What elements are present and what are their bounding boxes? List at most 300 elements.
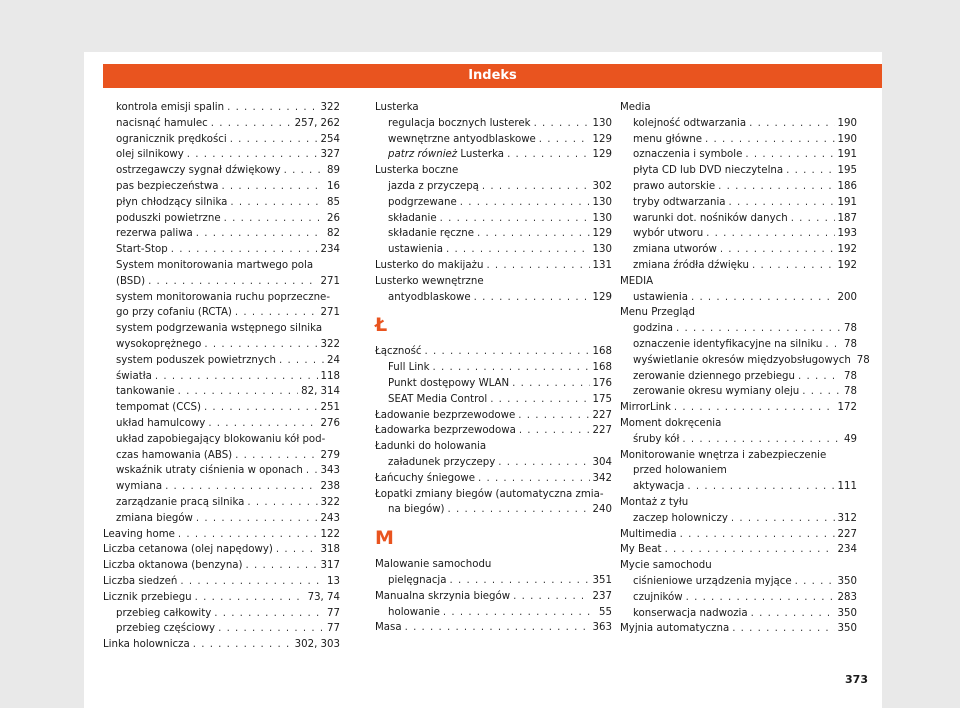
index-entry — [620, 242, 857, 258]
index-entry — [103, 242, 340, 258]
index-entry-term: przebieg całkowity — [116, 607, 212, 619]
index-entry-pages: 271 — [320, 307, 340, 319]
dot-leader — [490, 392, 589, 408]
index-entry — [103, 274, 340, 290]
index-entry-pages: 129 — [592, 228, 612, 240]
index-entry — [103, 100, 340, 116]
index-entry — [620, 511, 857, 527]
index-heading-text: Ładunki do holowania — [375, 441, 487, 453]
dot-leader — [752, 258, 835, 274]
index-entry-term: Linka holownicza — [103, 639, 190, 651]
index-entry — [375, 290, 612, 306]
dot-leader — [443, 605, 596, 621]
index-entry-pages: 322 — [320, 102, 340, 113]
index-heading — [103, 290, 340, 306]
index-entry-term: menu główne — [633, 133, 702, 145]
index-column-3 — [620, 100, 870, 637]
index-entry-pages: 322 — [320, 496, 340, 508]
dot-leader — [218, 621, 324, 637]
dot-leader — [791, 211, 835, 227]
index-heading — [620, 463, 857, 479]
index-entry-term: Ładowanie bezprzewodowe — [375, 409, 516, 421]
index-entry-term: zaczep holowniczy — [633, 512, 728, 524]
index-entry-term: tempomat (CCS) — [116, 402, 201, 414]
index-entry-pages: 131 — [592, 259, 612, 271]
index-entry-pages: 130 — [592, 244, 612, 256]
index-entry-term: zmiana biegów — [116, 512, 193, 524]
dot-leader — [204, 400, 318, 416]
index-entry-term: (BSD) — [116, 275, 146, 287]
index-entry-pages: 257, 262 — [294, 117, 340, 129]
index-entry-pages: 302 — [592, 180, 612, 192]
index-entry-pages: 78 — [844, 338, 857, 350]
index-entry-term: ciśnieniowe urządzenia myjące — [633, 575, 792, 587]
index-entry-pages: 322 — [320, 338, 340, 350]
index-heading — [375, 439, 612, 455]
dot-leader — [446, 242, 590, 258]
dot-leader — [682, 432, 841, 448]
index-heading — [375, 487, 612, 503]
dot-leader — [227, 100, 317, 116]
index-entry — [620, 527, 857, 543]
index-entry — [620, 337, 857, 353]
index-entry-term: prawo autorskie — [633, 180, 716, 192]
dot-leader — [798, 369, 841, 385]
dot-leader — [155, 369, 318, 385]
index-entry-term: światła — [116, 370, 152, 382]
index-entry-term: składanie — [388, 212, 437, 224]
index-heading-text: Montaż z tyłu — [620, 496, 689, 508]
index-entry-term: ogranicznik prędkości — [116, 133, 227, 145]
dot-leader — [235, 448, 317, 464]
dot-leader — [284, 163, 324, 179]
index-entry-pages: 304 — [592, 456, 612, 468]
index-entry-pages: 243 — [320, 512, 340, 524]
index-entry — [103, 448, 340, 464]
index-entry — [103, 337, 340, 353]
index-entry — [620, 290, 857, 306]
index-entry-pages: 89 — [327, 165, 340, 177]
index-entry-term: Punkt dostępowy WLAN — [388, 377, 510, 389]
index-entry-pages: 279 — [320, 449, 340, 461]
dot-leader — [751, 606, 835, 622]
dot-leader — [460, 195, 590, 211]
index-entry-term: godzina — [633, 323, 674, 335]
dot-leader — [674, 400, 835, 416]
index-entry-pages: 118 — [320, 370, 340, 382]
index-entry-term: Myjnia automatyczna — [620, 623, 730, 635]
index-entry — [375, 605, 612, 621]
dot-leader — [732, 621, 834, 637]
page-number: 373 — [845, 673, 868, 686]
index-entry-term: układ hamulcowy — [116, 417, 206, 429]
index-entry-pages: 342 — [592, 472, 612, 484]
index-entry — [103, 637, 340, 653]
index-heading-text: System monitorowania martwego pola — [116, 259, 314, 271]
dot-leader — [276, 542, 318, 558]
index-entry-term: Licznik przebiegu — [103, 591, 192, 603]
index-entry — [103, 195, 340, 211]
dot-leader — [720, 242, 835, 258]
index-entry-pages: 240 — [592, 504, 612, 516]
index-entry-term: pielęgnacja — [388, 574, 447, 586]
index-entry-pages: 13 — [327, 575, 340, 587]
index-entry-term: płyta CD lub DVD nieczytelna — [633, 165, 784, 177]
index-entry-term: wybór utworu — [633, 228, 704, 240]
dot-leader — [795, 574, 835, 590]
index-entry — [620, 179, 857, 195]
index-entry — [620, 369, 857, 385]
dot-leader — [230, 195, 324, 211]
index-entry-term: Łączność — [375, 346, 422, 358]
index-entry-term: Łańcuchy śniegowe — [375, 472, 475, 484]
index-entry — [103, 463, 340, 479]
index-entry — [103, 305, 340, 321]
index-entry — [620, 621, 857, 637]
index-heading — [620, 416, 857, 432]
index-heading — [620, 448, 857, 464]
index-entry-term: wskaźnik utraty ciśnienia w oponach — [116, 465, 303, 477]
index-entry-term: zmiana źródła dźwięku — [633, 259, 749, 271]
index-entry-pages: 187 — [837, 212, 857, 224]
index-entry-term: wymiana — [116, 481, 163, 493]
index-heading — [620, 495, 857, 511]
index-entry — [620, 195, 857, 211]
index-heading-text: Media — [620, 102, 651, 113]
see-also-prefix: patrz również — [388, 149, 458, 161]
index-entry-pages: 254 — [320, 133, 340, 145]
index-entry — [375, 589, 612, 605]
dot-leader — [705, 132, 835, 148]
index-entry-pages: 190 — [837, 117, 857, 129]
see-also-term: Lusterka — [457, 149, 505, 161]
index-entry — [620, 132, 857, 148]
dot-leader — [224, 211, 324, 227]
index-entry — [103, 606, 340, 622]
index-entry-term: Leaving home — [103, 528, 175, 540]
dot-leader — [405, 620, 590, 636]
index-entry — [103, 574, 340, 590]
index-entry-term: tankowanie — [116, 386, 175, 398]
dot-leader — [214, 606, 324, 622]
index-entry-pages: 85 — [327, 196, 340, 208]
index-entry — [103, 416, 340, 432]
index-entry-pages: 227 — [592, 409, 612, 421]
dot-leader — [478, 471, 590, 487]
index-entry-term: Lusterko do makijażu — [375, 259, 484, 271]
index-entry-term: załadunek przyczepy — [388, 456, 496, 468]
index-entry-term: zerowanie okresu wymiany oleju — [633, 386, 800, 398]
dot-leader — [802, 384, 841, 400]
index-entry — [103, 147, 340, 163]
index-heading-text: Łopatki zmiany biegów (automatyczna zmia- — [375, 488, 604, 500]
index-entry — [620, 400, 857, 416]
index-entry — [375, 620, 612, 636]
index-entry-term: Liczba cetanowa (olej napędowy) — [103, 544, 273, 556]
index-entry-term: ostrzegawczy sygnał dźwiękowy — [116, 165, 281, 177]
dot-leader — [486, 258, 589, 274]
index-entry-term: MirrorLink — [620, 402, 671, 414]
index-heading — [375, 557, 612, 573]
dot-leader — [433, 360, 590, 376]
index-entry-pages: 343 — [320, 465, 340, 477]
dot-leader — [749, 116, 834, 132]
index-entry-pages: 251 — [320, 402, 340, 414]
index-entry-pages: 78 — [844, 370, 857, 382]
index-heading-text: przed holowaniem — [633, 465, 727, 477]
index-column-1 — [103, 100, 340, 653]
index-heading — [103, 321, 340, 337]
dot-leader — [731, 511, 835, 527]
index-entry-term: zmiana utworów — [633, 244, 717, 256]
dot-leader — [686, 590, 835, 606]
index-entry-pages: 26 — [327, 212, 340, 224]
index-entry — [620, 574, 857, 590]
index-heading-text: Menu Przegląd — [620, 307, 695, 319]
index-entry-pages: 276 — [320, 417, 340, 429]
index-entry — [103, 116, 340, 132]
index-entry-pages: 350 — [837, 575, 857, 587]
index-entry-pages: 129 — [592, 133, 612, 145]
index-entry-term: oznaczenie identyfikacyjne na silniku — [633, 338, 823, 350]
dot-leader — [178, 384, 299, 400]
dot-leader — [498, 455, 589, 471]
index-entry-pages: 317 — [320, 560, 340, 572]
dot-leader — [691, 290, 835, 306]
index-entry — [375, 147, 612, 163]
index-entry — [375, 132, 612, 148]
index-entry-term: kolejność odtwarzania — [633, 117, 747, 129]
index-entry — [375, 226, 612, 242]
index-entry-pages: 130 — [592, 196, 612, 208]
index-entry-pages: 78 — [844, 386, 857, 398]
index-entry-term: rezerwa paliwa — [116, 228, 193, 240]
index-entry-pages: 350 — [837, 607, 857, 619]
index-heading-text: Mycie samochodu — [620, 560, 712, 572]
index-entry — [620, 147, 857, 163]
index-entry-pages: 327 — [320, 149, 340, 161]
index-entry — [103, 511, 340, 527]
index-heading-text: układ zapobiegający blokowaniu kół pod- — [116, 433, 326, 445]
index-entry-term: Liczba siedzeń — [103, 575, 178, 587]
index-entry-term: Full Link — [388, 362, 430, 374]
dot-leader — [178, 527, 318, 543]
index-entry-term: śruby kół — [633, 433, 680, 445]
index-entry — [620, 321, 857, 337]
dot-leader — [512, 376, 589, 392]
index-entry-pages: 168 — [592, 362, 612, 374]
index-entry — [103, 400, 340, 416]
dot-leader — [230, 132, 318, 148]
index-entry — [375, 360, 612, 376]
index-entry-term: nacisnąć hamulec — [116, 117, 208, 129]
index-entry-pages: 190 — [837, 133, 857, 145]
index-header: Indeks — [103, 64, 882, 88]
index-entry-term: ustawienia — [388, 244, 443, 256]
index-entry — [375, 116, 612, 132]
index-entry — [620, 258, 857, 274]
index-entry-term: Manualna skrzynia biegów — [375, 590, 511, 602]
dot-leader — [165, 479, 317, 495]
index-entry-term: oznaczenia i symbole — [633, 149, 743, 161]
index-entry-term: konserwacja nadwozia — [633, 607, 748, 619]
index-entry-term: pas bezpieczeństwa — [116, 180, 219, 192]
dot-leader — [507, 147, 589, 163]
index-entry — [620, 479, 857, 495]
index-heading-text: MEDIA — [620, 275, 654, 287]
index-entry-pages: 172 — [837, 402, 857, 414]
index-entry — [103, 558, 340, 574]
index-entry — [620, 163, 857, 179]
dot-leader — [246, 558, 318, 574]
index-entry-pages: 129 — [592, 291, 612, 303]
index-entry — [375, 573, 612, 589]
index-entry-term: czujników — [633, 591, 683, 603]
dot-leader — [718, 179, 834, 195]
dot-leader — [180, 574, 324, 590]
index-entry-pages: 191 — [837, 149, 857, 161]
index-heading-text: system podgrzewania wstępnego silnika — [116, 323, 323, 335]
index-page — [84, 52, 882, 708]
dot-leader — [477, 226, 590, 242]
index-entry — [375, 344, 612, 360]
index-entry — [103, 163, 340, 179]
index-entry — [620, 226, 857, 242]
dot-leader — [306, 463, 318, 479]
index-entry — [620, 384, 857, 400]
dot-leader — [247, 495, 317, 511]
dot-leader — [235, 305, 318, 321]
index-entry-pages: 82, 314 — [301, 386, 340, 398]
index-entry-pages: 195 — [837, 165, 857, 177]
dot-leader — [513, 589, 589, 605]
index-entry — [620, 590, 857, 606]
index-heading-text: Lusterka — [375, 102, 419, 113]
index-entry-pages: 175 — [592, 393, 612, 405]
dot-leader — [196, 226, 324, 242]
index-heading — [620, 100, 857, 116]
index-entry-pages: 16 — [327, 180, 340, 192]
index-entry-term: system poduszek powietrznych — [116, 354, 276, 366]
dot-leader — [196, 511, 318, 527]
index-heading-text: Monitorowanie wnętrza i zabezpieczenie — [620, 449, 827, 461]
index-entry-pages: 193 — [837, 228, 857, 240]
index-entry — [375, 242, 612, 258]
dot-leader — [665, 542, 835, 558]
dot-leader — [221, 179, 324, 195]
index-heading — [375, 100, 612, 116]
index-entry-pages: 176 — [592, 377, 612, 389]
dot-leader — [474, 290, 590, 306]
index-entry — [103, 353, 340, 369]
dot-leader — [680, 527, 835, 543]
index-entry-pages: 351 — [592, 574, 612, 586]
dot-leader — [148, 274, 317, 290]
dot-leader — [448, 502, 590, 518]
index-entry-pages: 237 — [592, 590, 612, 602]
index-section-letter: Ł — [375, 314, 388, 337]
index-entry — [103, 226, 340, 242]
index-entry — [103, 542, 340, 558]
index-entry-pages: 192 — [837, 244, 857, 256]
index-entry-pages: 82 — [327, 228, 340, 240]
index-entry-term: wysokoprężnego — [116, 338, 202, 350]
index-entry — [375, 471, 612, 487]
index-entry-term: zerowanie dziennego przebiegu — [633, 370, 795, 382]
index-entry-term: antyodblaskowe — [388, 291, 471, 303]
index-entry-term: Ładowarka bezprzewodowa — [375, 425, 516, 437]
dot-leader — [171, 242, 318, 258]
dot-leader — [440, 211, 590, 227]
index-entry-pages: 318 — [320, 544, 340, 556]
index-entry — [103, 179, 340, 195]
index-entry-pages: 55 — [599, 606, 612, 618]
index-entry — [620, 606, 857, 622]
index-entry — [103, 384, 340, 400]
index-entry-pages: 111 — [837, 481, 857, 493]
dot-leader — [425, 344, 590, 360]
index-entry-term: kontrola emisji spalin — [116, 102, 225, 113]
index-entry — [103, 527, 340, 543]
index-entry-pages: 271 — [320, 275, 340, 287]
index-heading-text: Lusterka boczne — [375, 165, 459, 177]
index-entry — [375, 195, 612, 211]
index-entry-term: na biegów) — [388, 504, 445, 516]
index-entry-term — [388, 147, 504, 163]
index-entry — [375, 376, 612, 392]
index-entry — [620, 542, 857, 558]
index-entry-pages: 227 — [592, 425, 612, 437]
dot-leader — [193, 637, 292, 653]
index-entry-term: Masa — [375, 622, 402, 634]
index-entry-term: SEAT Media Control — [388, 393, 488, 405]
index-entry — [103, 479, 340, 495]
dot-leader — [687, 479, 834, 495]
index-entry-term: Multimedia — [620, 528, 677, 540]
index-entry — [375, 423, 612, 439]
index-entry-pages: 283 — [837, 591, 857, 603]
index-heading-text: Malowanie samochodu — [375, 559, 492, 571]
dot-leader — [539, 132, 590, 148]
index-heading — [103, 432, 340, 448]
index-entry-term: składanie ręczne — [388, 228, 474, 240]
index-entry-pages: 234 — [837, 544, 857, 556]
index-entry-term: Liczba oktanowa (benzyna) — [103, 560, 243, 572]
index-entry-pages: 130 — [592, 117, 612, 129]
index-entry-pages: 129 — [592, 149, 612, 161]
index-entry — [103, 369, 340, 385]
index-heading-text: Lusterko wewnętrzne — [375, 275, 484, 287]
index-entry-term: My Beat — [620, 544, 662, 556]
index-heading — [103, 258, 340, 274]
dot-leader — [729, 195, 835, 211]
index-entry-term: tryby odtwarzania — [633, 196, 726, 208]
index-entry — [375, 179, 612, 195]
index-entry — [103, 495, 340, 511]
dot-leader — [195, 590, 305, 606]
index-entry — [375, 392, 612, 408]
dot-leader — [211, 116, 292, 132]
index-entry — [620, 116, 857, 132]
dot-leader — [482, 179, 590, 195]
index-entry-term: jazda z przyczepą — [388, 180, 479, 192]
index-entry-pages: 77 — [327, 623, 340, 635]
index-entry — [620, 211, 857, 227]
index-entry — [375, 408, 612, 424]
index-heading-text: system monitorowania ruchu poprzeczne- — [116, 291, 330, 303]
index-entry-term: aktywacja — [633, 481, 685, 493]
index-entry — [375, 455, 612, 471]
